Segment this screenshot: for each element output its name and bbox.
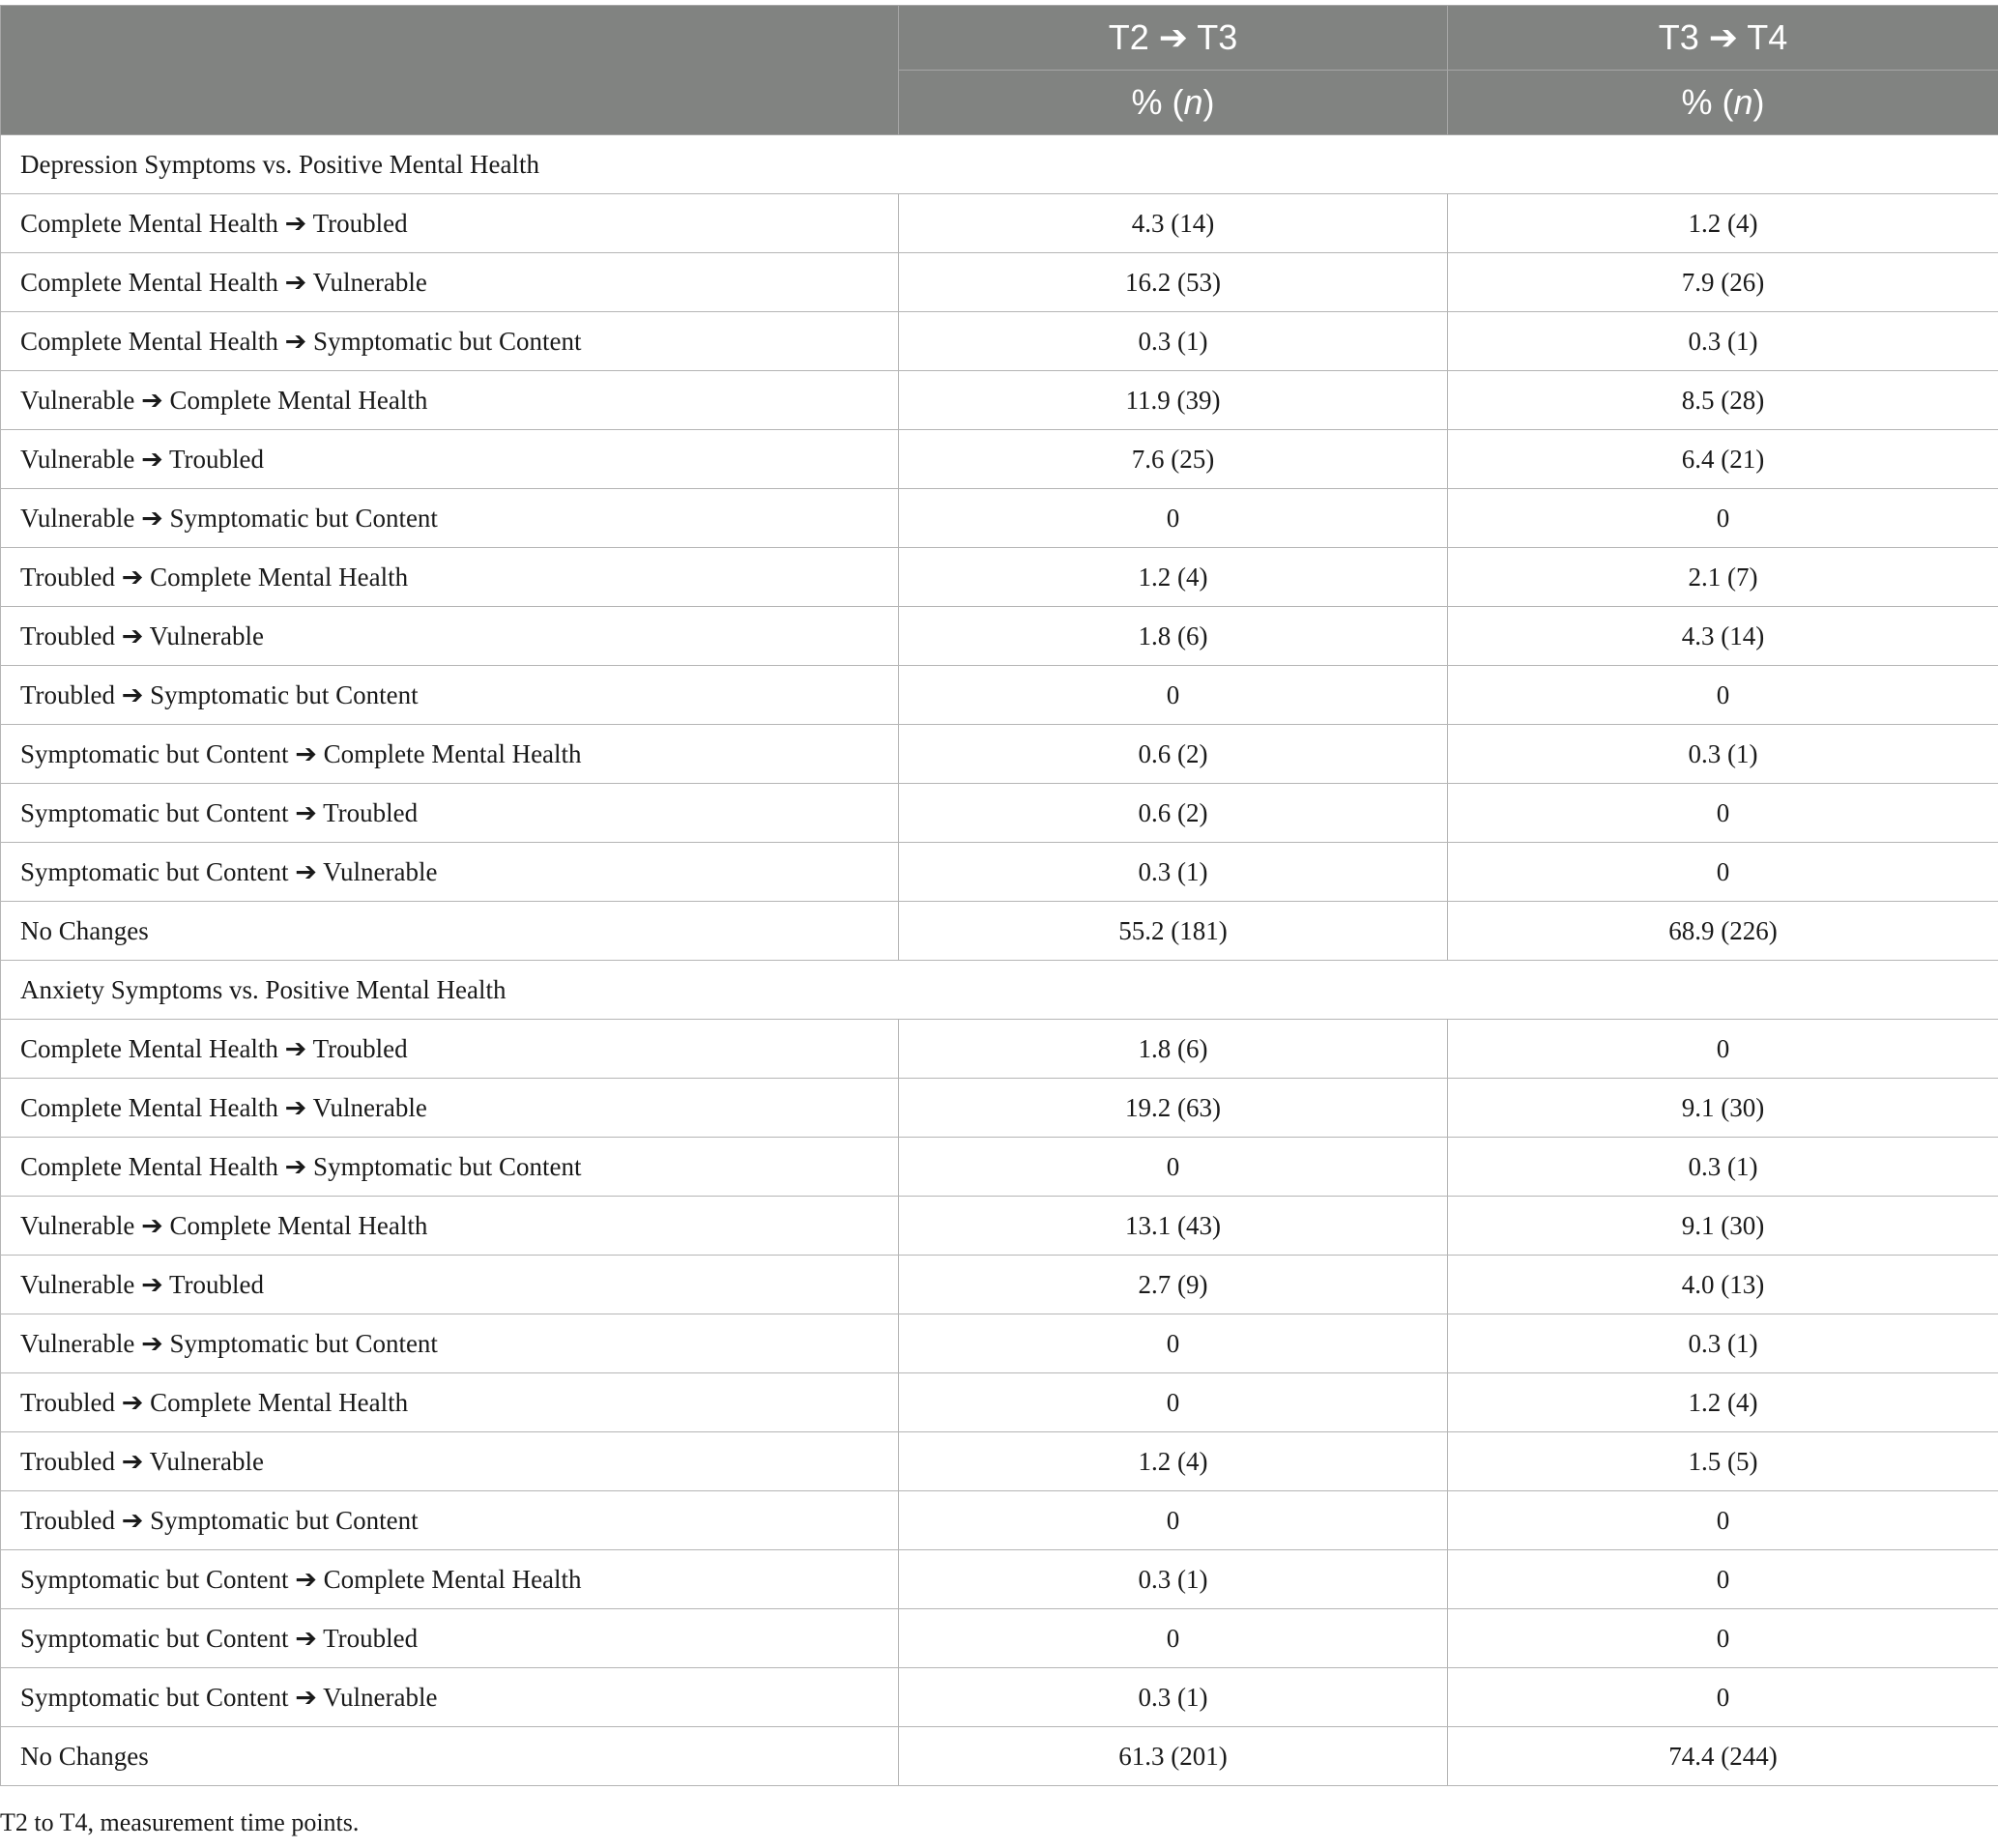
row-label: Vulnerable ➔ Troubled — [1, 1256, 899, 1314]
cell-t2-t3: 11.9 (39) — [899, 371, 1448, 430]
row-label: Vulnerable ➔ Symptomatic but Content — [1, 1314, 899, 1373]
section-title: Anxiety Symptoms vs. Positive Mental Health — [1, 961, 1998, 1020]
cell-t2-t3: 4.3 (14) — [899, 194, 1448, 253]
table-row — [1, 1727, 1998, 1786]
row-label: No Changes — [1, 902, 899, 961]
cell-t3-t4: 4.3 (14) — [1448, 607, 1998, 666]
row-label: Troubled ➔ Symptomatic but Content — [1, 666, 899, 725]
table-row — [1, 1197, 1998, 1256]
table-row — [1, 312, 1998, 371]
table-row — [1, 1550, 1998, 1609]
table-row — [1, 725, 1998, 784]
cell-t3-t4: 68.9 (226) — [1448, 902, 1998, 961]
row-label: Complete Mental Health ➔ Symptomatic but Content — [1, 312, 899, 371]
row-label: Vulnerable ➔ Symptomatic but Content — [1, 489, 899, 548]
cell-t2-t3: 0 — [899, 1609, 1448, 1668]
cell-t3-t4: 74.4 (244) — [1448, 1727, 1998, 1786]
cell-t3-t4: 0 — [1448, 784, 1998, 843]
row-label: Complete Mental Health ➔ Vulnerable — [1, 253, 899, 312]
cell-t3-t4: 4.0 (13) — [1448, 1256, 1998, 1314]
cell-t2-t3: 0 — [899, 666, 1448, 725]
cell-t2-t3: 1.2 (4) — [899, 548, 1448, 607]
table-row — [1, 1256, 1998, 1314]
cell-t3-t4: 0 — [1448, 843, 1998, 902]
table-row — [1, 1668, 1998, 1727]
row-label: Symptomatic but Content ➔ Complete Mental Health — [1, 725, 899, 784]
transition-table-container — [0, 5, 1998, 1786]
cell-t3-t4: 8.5 (28) — [1448, 371, 1998, 430]
row-label: Complete Mental Health ➔ Troubled — [1, 194, 899, 253]
cell-t3-t4: 1.2 (4) — [1448, 1373, 1998, 1432]
cell-t3-t4: 2.1 (7) — [1448, 548, 1998, 607]
table-row — [1, 902, 1998, 961]
row-label: Symptomatic but Content ➔ Vulnerable — [1, 843, 899, 902]
cell-t3-t4: 0 — [1448, 489, 1998, 548]
cell-t3-t4: 0 — [1448, 1020, 1998, 1079]
table-row — [1, 194, 1998, 253]
cell-t2-t3: 0 — [899, 1138, 1448, 1197]
cell-t3-t4: 9.1 (30) — [1448, 1197, 1998, 1256]
cell-t2-t3: 0 — [899, 489, 1448, 548]
cell-t2-t3: 0.3 (1) — [899, 1550, 1448, 1609]
section-title: Depression Symptoms vs. Positive Mental Health — [1, 135, 1998, 194]
row-label: Complete Mental Health ➔ Vulnerable — [1, 1079, 899, 1138]
cell-t2-t3: 13.1 (43) — [899, 1197, 1448, 1256]
table-header — [1, 6, 1998, 135]
cell-t3-t4: 9.1 (30) — [1448, 1079, 1998, 1138]
cell-t2-t3: 61.3 (201) — [899, 1727, 1448, 1786]
cell-t3-t4: 0 — [1448, 1491, 1998, 1550]
table-row — [1, 430, 1998, 489]
unit-pct: % ( — [1681, 82, 1734, 122]
row-label: Troubled ➔ Complete Mental Health — [1, 548, 899, 607]
row-label: Symptomatic but Content ➔ Vulnerable — [1, 1668, 899, 1727]
row-label: No Changes — [1, 1727, 899, 1786]
table-row — [1, 1138, 1998, 1197]
header-t3-t4: T3 ➔ T4 — [1448, 6, 1998, 71]
table-row — [1, 253, 1998, 312]
row-label: Symptomatic but Content ➔ Troubled — [1, 1609, 899, 1668]
cell-t3-t4: 0 — [1448, 1550, 1998, 1609]
cell-t3-t4: 0 — [1448, 666, 1998, 725]
row-label: Vulnerable ➔ Troubled — [1, 430, 899, 489]
cell-t2-t3: 19.2 (63) — [899, 1079, 1448, 1138]
unit-n: n — [1183, 82, 1203, 122]
table-row — [1, 784, 1998, 843]
cell-t3-t4: 6.4 (21) — [1448, 430, 1998, 489]
row-label: Symptomatic but Content ➔ Troubled — [1, 784, 899, 843]
row-label: Troubled ➔ Symptomatic but Content — [1, 1491, 899, 1550]
cell-t3-t4: 0 — [1448, 1609, 1998, 1668]
table-row — [1, 607, 1998, 666]
unit-pct: % ( — [1131, 82, 1184, 122]
cell-t3-t4: 0.3 (1) — [1448, 1138, 1998, 1197]
row-label: Symptomatic but Content ➔ Complete Mental Health — [1, 1550, 899, 1609]
table-row — [1, 843, 1998, 902]
cell-t2-t3: 1.2 (4) — [899, 1432, 1448, 1491]
table-row — [1, 548, 1998, 607]
section-header-row — [1, 135, 1998, 194]
cell-t3-t4: 0.3 (1) — [1448, 1314, 1998, 1373]
table-body — [1, 135, 1998, 1786]
cell-t3-t4: 7.9 (26) — [1448, 253, 1998, 312]
table-row — [1, 1609, 1998, 1668]
row-label: Vulnerable ➔ Complete Mental Health — [1, 371, 899, 430]
cell-t2-t3: 55.2 (181) — [899, 902, 1448, 961]
table-row — [1, 1314, 1998, 1373]
cell-t2-t3: 1.8 (6) — [899, 1020, 1448, 1079]
cell-t2-t3: 0.6 (2) — [899, 784, 1448, 843]
cell-t3-t4: 0 — [1448, 1668, 1998, 1727]
table-row — [1, 666, 1998, 725]
cell-t2-t3: 0 — [899, 1314, 1448, 1373]
table-row — [1, 489, 1998, 548]
table-row — [1, 1079, 1998, 1138]
unit-close: ) — [1752, 82, 1765, 122]
cell-t3-t4: 0.3 (1) — [1448, 312, 1998, 371]
cell-t2-t3: 0.3 (1) — [899, 843, 1448, 902]
row-label: Complete Mental Health ➔ Troubled — [1, 1020, 899, 1079]
table-row — [1, 1020, 1998, 1079]
row-label: Troubled ➔ Vulnerable — [1, 607, 899, 666]
section-header-row — [1, 961, 1998, 1020]
cell-t2-t3: 0 — [899, 1373, 1448, 1432]
row-label: Complete Mental Health ➔ Symptomatic but Content — [1, 1138, 899, 1197]
row-label: Troubled ➔ Complete Mental Health — [1, 1373, 899, 1432]
table-row — [1, 371, 1998, 430]
cell-t3-t4: 1.2 (4) — [1448, 194, 1998, 253]
table-row — [1, 1373, 1998, 1432]
header-t2-t3: T2 ➔ T3 — [899, 6, 1448, 71]
cell-t3-t4: 0.3 (1) — [1448, 725, 1998, 784]
header-unit-t2-t3 — [899, 71, 1448, 135]
cell-t2-t3: 16.2 (53) — [899, 253, 1448, 312]
row-label: Vulnerable ➔ Complete Mental Health — [1, 1197, 899, 1256]
cell-t2-t3: 7.6 (25) — [899, 430, 1448, 489]
unit-close: ) — [1202, 82, 1215, 122]
header-blank-cell — [1, 6, 899, 135]
cell-t2-t3: 0.3 (1) — [899, 312, 1448, 371]
cell-t3-t4: 1.5 (5) — [1448, 1432, 1998, 1491]
header-unit-t3-t4 — [1448, 71, 1998, 135]
row-label: Troubled ➔ Vulnerable — [1, 1432, 899, 1491]
table-footnote: T2 to T4, measurement time points. — [0, 1808, 360, 1836]
cell-t2-t3: 1.8 (6) — [899, 607, 1448, 666]
cell-t2-t3: 0.6 (2) — [899, 725, 1448, 784]
cell-t2-t3: 0 — [899, 1491, 1448, 1550]
cell-t2-t3: 0.3 (1) — [899, 1668, 1448, 1727]
cell-t2-t3: 2.7 (9) — [899, 1256, 1448, 1314]
unit-n: n — [1733, 82, 1753, 122]
transition-table — [0, 5, 1998, 1786]
table-row — [1, 1432, 1998, 1491]
table-row — [1, 1491, 1998, 1550]
